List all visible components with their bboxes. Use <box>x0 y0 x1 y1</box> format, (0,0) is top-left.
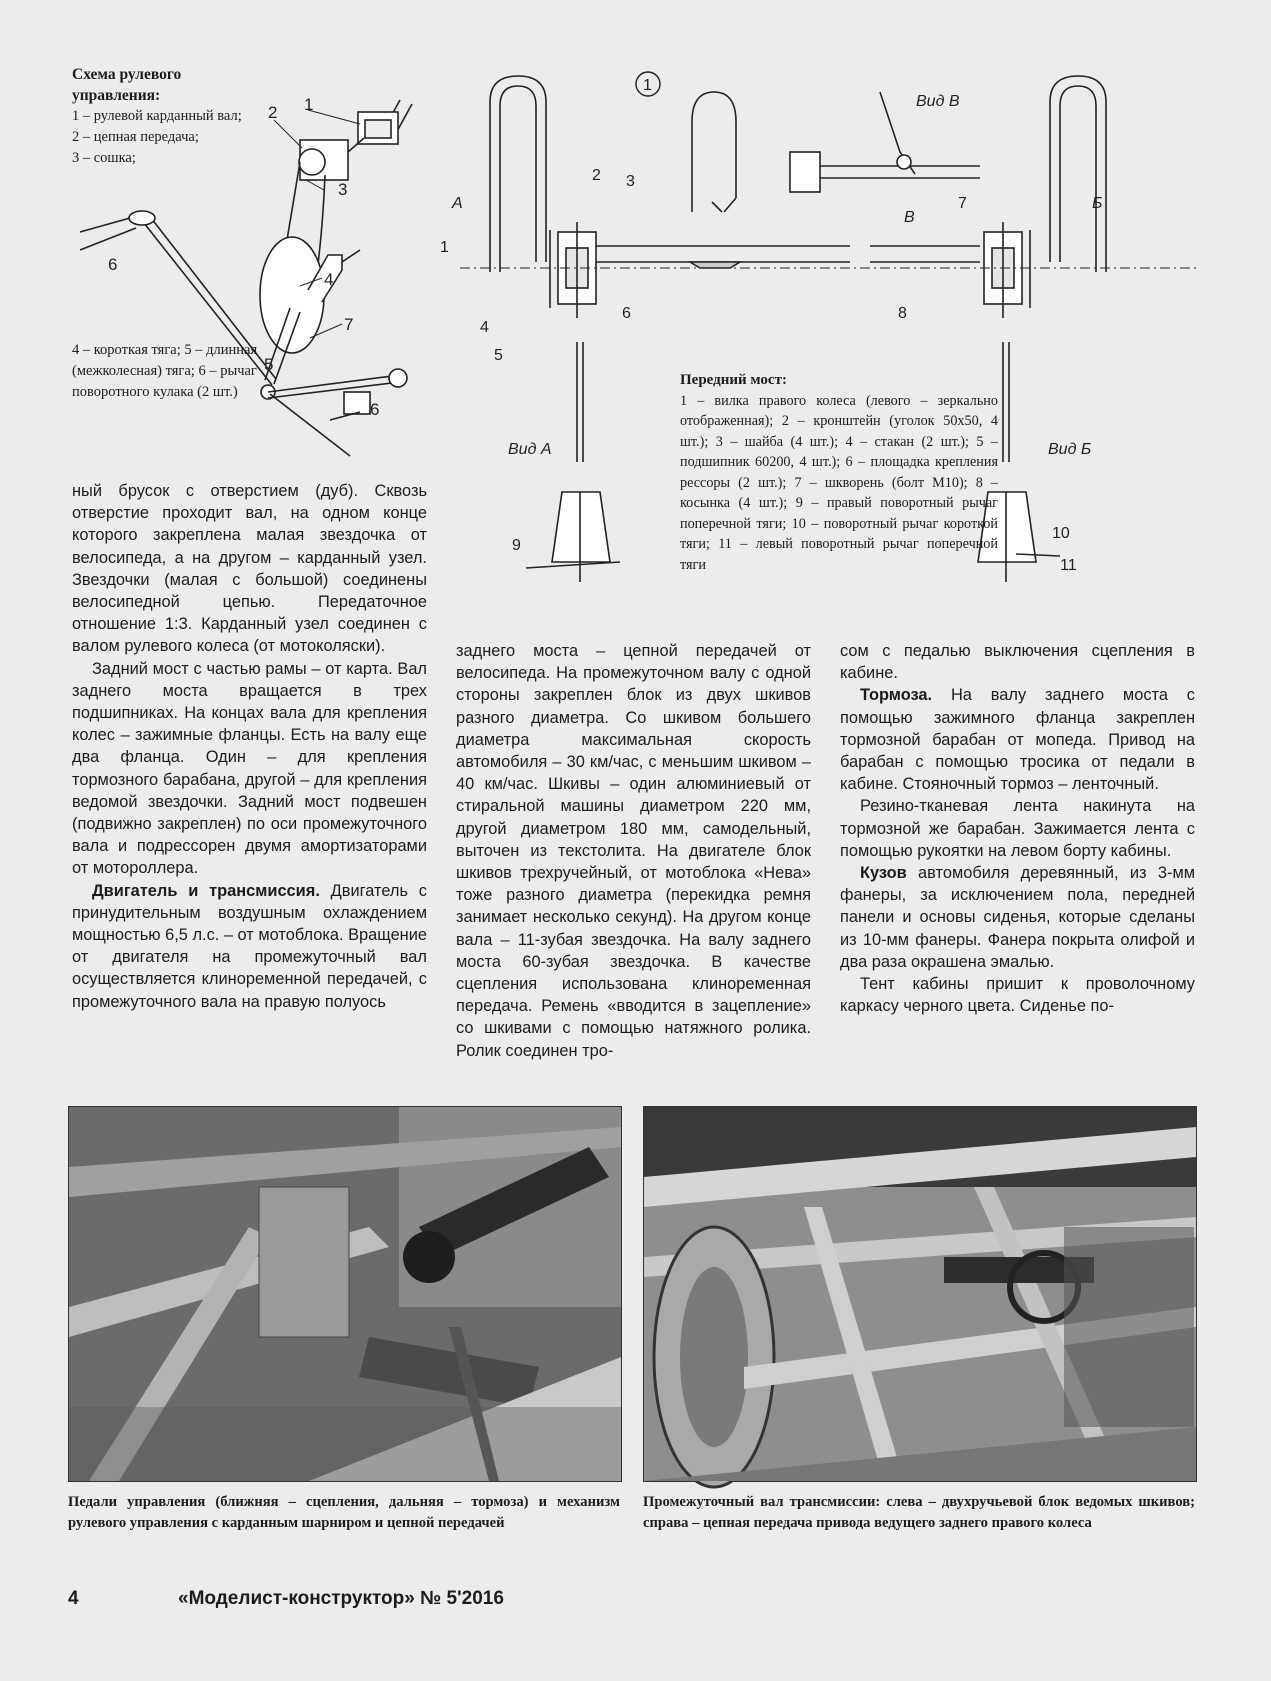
axle-callout: 8 <box>898 305 907 322</box>
text-column-3 <box>840 640 1195 1017</box>
steering-callout: 5 <box>264 355 274 374</box>
photo-transmission-image <box>644 1107 1196 1481</box>
axle-callout: 11 <box>1060 557 1077 574</box>
paragraph <box>840 862 1195 973</box>
paragraph: Тент кабины пришит к проволочному каркасу черного цвета. Сиденье по- <box>840 975 1195 1016</box>
caption-left: Педали управления (ближняя – сцепления, дальняя – тормоза) и механизм рулевого управления с карданным шарниром и цепной передачей <box>68 1494 620 1531</box>
steering-diagram <box>60 80 460 460</box>
steering-callout: 3 <box>338 180 348 199</box>
page-footer <box>68 1588 504 1610</box>
paragraph: сом с педалью выключения сцепления в кабине. <box>840 642 1195 683</box>
steering-callout: 7 <box>344 315 354 334</box>
steering-drawing <box>60 80 460 460</box>
axle-callout: 6 <box>622 305 631 322</box>
steering-legend-item: 1 – рулевой карданный вал; <box>72 108 242 124</box>
steering-callout: 6 <box>370 400 380 419</box>
paragraph-text: На валу заднего моста с помощью зажимного фланца закреплен тормозной барабан от мопеда. Привод на барабан с помощью тросика от педали в кабине. Стояночный тормоз – ленточный. <box>840 686 1195 794</box>
steering-legend-item: 2 – цепная передача; <box>72 129 199 145</box>
circle-callout: 1 <box>643 77 652 94</box>
page-number: 4 <box>68 1588 79 1609</box>
front-axle-legend-title: Передний мост: <box>680 372 787 388</box>
front-axle-legend-text: 1 – вилка правого колеса (левого – зеркально отображенная); 2 – кронштейн (уголок 50х50, 4 шт.); 3 – шайба (4 шт.); 4 – стакан (2 шт.); 5 – подшипник 60200, 4 шт.); 6 – площадка крепления рессоры (2 шт.); 7 – шкворень (болт М10); 8 – косынка (4 шт.); 9 – правый поворотный рычаг поперечной тяги; 10 – поворотный рычаг короткой тяги; 11 – левый поворотный рычаг поперечной тяги <box>680 392 998 573</box>
steering-callout: 1 <box>304 95 314 114</box>
section-heading: Двигатель и трансмиссия. <box>92 881 320 900</box>
view-b-label: Вид В <box>916 93 960 110</box>
axle-callout: 9 <box>512 537 521 554</box>
axle-callout: 10 <box>1052 525 1070 542</box>
steering-callout: 2 <box>268 103 278 122</box>
section-heading: Тормоза. <box>860 686 933 705</box>
view-b2-label: Вид Б <box>1048 441 1092 458</box>
paragraph-text: Двигатель с принудительным воздушным охлаждением мощностью 6,5 л.с. – от мотоблока. Вращение от двигателя на промежуточный вал осуществляется клиноременной передачей, с промежуточного вала на правую полуось <box>72 881 428 1011</box>
steering-legend-item: 3 – сошка; <box>72 150 136 166</box>
text-column-2 <box>456 640 811 1062</box>
paragraph <box>72 880 427 1013</box>
paragraph: Задний мост с частью рамы – от карта. Вал заднего моста вращается в трех подшипниках. На концах вала для крепления колес – зажимные фланцы. Есть на валу еще два фланца. Один – для крепления тормозного барабана, другой – для крепления ведомой звездочки. Задний мост подвешен (подвижно закреплен) по оси промежуточного вала и подрессорен двумя амортизаторами от мотороллера. <box>72 659 427 878</box>
paragraph: ный брусок с отверстием (дуб). Сквозь отверстие проходит вал, на одном конце которого закреплена малая звездочка от велосипеда, а на другом – карданный узел. Звездочки (малая с большой) соединены велосипедной цепью. Передаточное отношение 1:3. Карданный узел соединен с валом рулевого колеса (от мотоколяски). <box>72 482 427 656</box>
paragraph: заднего моста – цепной передачей от велосипеда. На промежуточном валу с одной стороны закреплен блок из двух шкивов разного диаметра. Со шкивом большего диаметра максимальная скорость автомобиля – 30 км/час, с меньшим шкивом – 40 км/час. Шкивы – один алюминиевый от стиральной машины диаметром 220 мм, другой диаметром 180 мм, самодельный, выточен из текстолита. На двигателе блок шкивов трехручейный, от мотоблока «Нева» тоже разного диаметра (перекидка ремня занимает несколько секунд). На другом конце вала – 11-зубая звездочка. На валу заднего моста 60-зубая звездочка. В качестве сцепления использована клиноременная передача. Ремень «вводится в зацепление» со шкивами с помощью натяжного ролика. Ролик соединен тро- <box>456 642 811 1060</box>
axle-callout: 3 <box>626 173 635 190</box>
paragraph: Резино-тканевая лента накинута на тормозной же барабан. Зажимается лента с помощью рукоятки на левом борту кабины. <box>840 797 1195 860</box>
view-a-label: Вид А <box>508 441 552 458</box>
axle-callout: 7 <box>958 195 967 212</box>
axle-callout: 1 <box>440 239 449 256</box>
steering-callout: 4 <box>324 270 334 289</box>
paragraph-text: автомобиля деревянный, из 3-мм фанеры, за исключением пола, передней панели и основы сиденья, которые сделаны из 10-мм фанеры. Фанера покрыта олифой и два раза окрашена эмалью. <box>840 864 1195 971</box>
arrow-v-label: В <box>904 209 915 226</box>
arrow-a-label: А <box>452 195 463 212</box>
text-column-1 <box>72 480 427 1013</box>
journal-title: «Моделист-конструктор» № 5'2016 <box>178 1588 504 1609</box>
arrow-b-label: Б <box>1092 195 1103 212</box>
caption-right: Промежуточный вал трансмиссии: слева – двухручьевой блок ведомых шкивов; справа – цепная передача привода ведущего заднего правого колеса <box>643 1494 1195 1531</box>
paragraph <box>840 684 1195 795</box>
axle-callout: 4 <box>480 319 489 336</box>
steering-legend-bottom: 4 – короткая тяга; 5 – длинная (межколесная) тяга; 6 – рычаг поворотного кулака (2 шт.) <box>72 342 258 400</box>
photo-steering-image <box>69 1107 621 1481</box>
photo-transmission <box>643 1106 1197 1482</box>
steering-callout: 6 <box>108 255 118 274</box>
photo-steering-pedals <box>68 1106 622 1482</box>
steering-legend-title: Схема рулевого управления: <box>72 66 182 104</box>
front-axle-legend <box>680 370 998 575</box>
axle-callout: 2 <box>592 167 601 184</box>
section-heading: Кузов <box>860 864 907 883</box>
axle-callout: 5 <box>494 347 503 364</box>
